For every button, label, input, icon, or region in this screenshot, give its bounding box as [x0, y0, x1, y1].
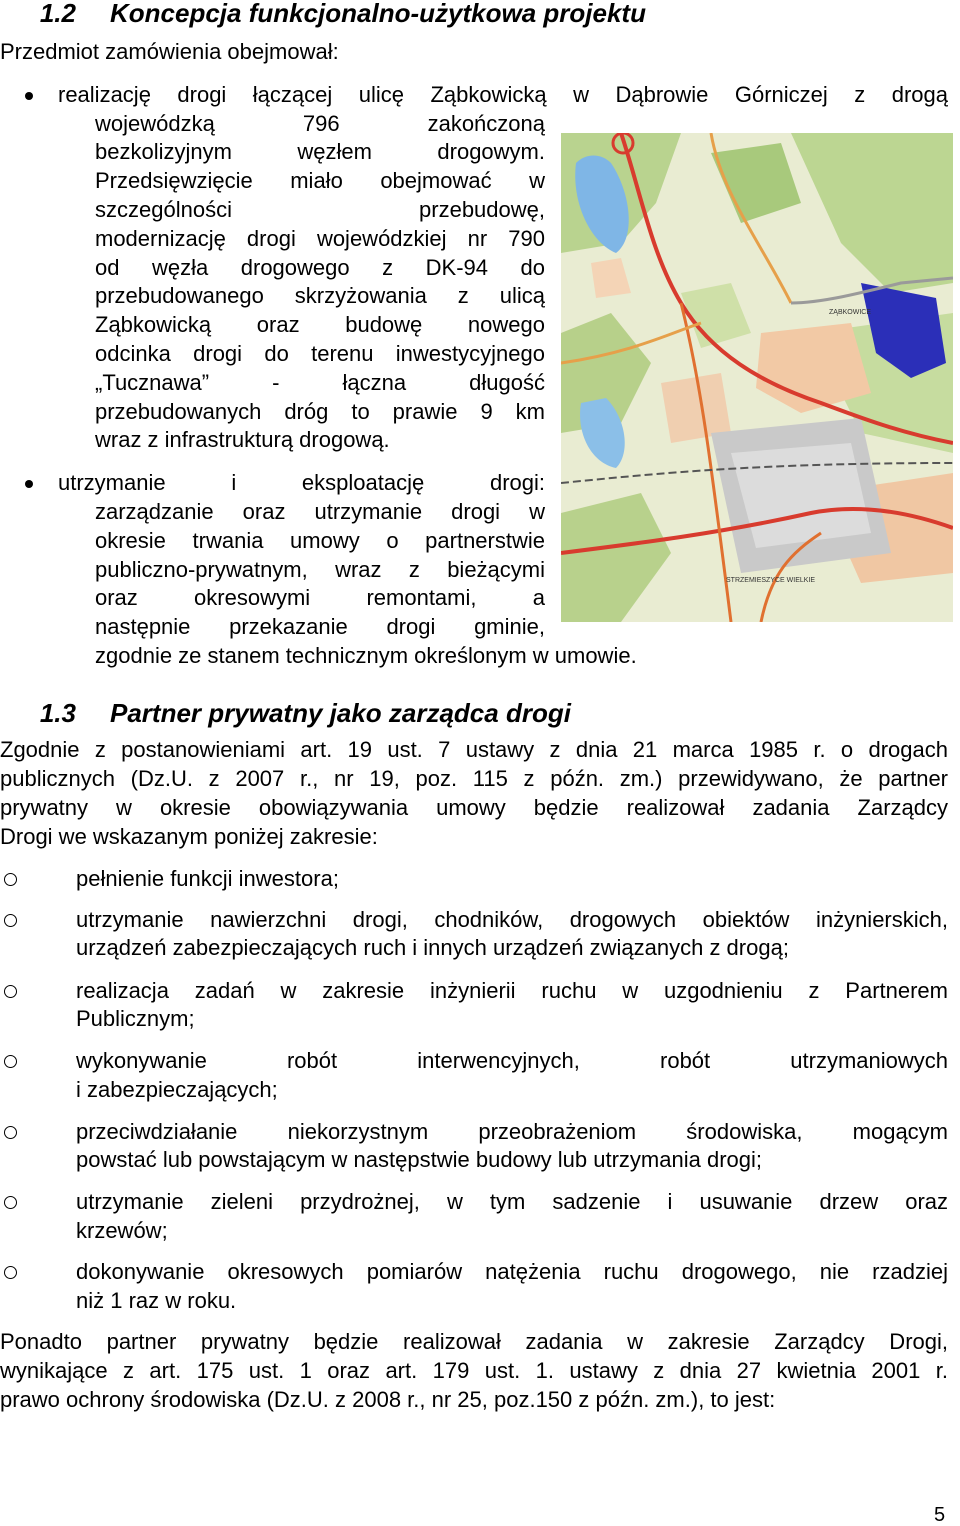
list-item-line: utrzymanie zieleni przydrożnej, w tym sadzenie i usuwanie drzew oraz — [76, 1189, 948, 1214]
list-item-line: i zabezpieczających; — [76, 1077, 278, 1102]
location-map — [561, 133, 953, 622]
bullet-marker — [25, 480, 33, 488]
bullet1-line: przebudowanego skrzyżowania z ulicą — [95, 283, 545, 308]
bullet1-line: wraz z infrastrukturą drogową. — [95, 427, 390, 452]
bullet1-line: realizację drogi łączącej ulicę Ząbkowicką w Dąbrowie Górniczej z drogą — [58, 82, 948, 107]
paragraph-line: Drogi we wskazanym poniżej zakresie: — [0, 824, 378, 849]
list-item-line: realizacja zadań w zakresie inżynierii ruchu w uzgodnieniu z Partnerem — [76, 978, 948, 1003]
bullet1-line: „Tucznawa” - łączna długość — [95, 370, 545, 395]
list-bullet — [4, 873, 17, 886]
list-bullet — [4, 914, 17, 927]
bullet1-line: przebudowanych dróg to prawie 9 km — [95, 399, 545, 424]
list-item-line: krzewów; — [76, 1218, 168, 1243]
bullet1-line: Ząbkowicką oraz budowę nowego — [95, 312, 545, 337]
closing-line: prawo ochrony środowiska (Dz.U. z 2008 r., nr 25, poz.150 z późn. zm.), to jest: — [0, 1387, 776, 1412]
list-bullet — [4, 1266, 17, 1279]
map-label: ZĄBKOWICE — [829, 309, 872, 316]
map-label: STRZEMIESZYCE WIELKIE — [726, 577, 816, 584]
page-number: 5 — [934, 1504, 946, 1526]
list-bullet — [4, 1196, 17, 1209]
bullet1-line: odcinka drogi do terenu inwestycyjnego — [95, 341, 545, 366]
bullet-marker — [25, 92, 33, 100]
bullet2-line: zgodnie ze stanem technicznym określonym w umowie. — [95, 643, 637, 668]
list-item-line: utrzymanie nawierzchni drogi, chodników, drogowych obiektów inżynierskich, — [76, 907, 948, 932]
bullet1-line: od węzła drogowego z DK-94 do — [95, 255, 545, 280]
section-title: Koncepcja funkcjonalno-użytkowa projektu — [110, 0, 646, 28]
list-item-line: niż 1 raz w roku. — [76, 1288, 237, 1313]
section-number: 1.2 — [39, 0, 76, 28]
bullet2-line: utrzymanie i eksploatację drogi: — [58, 470, 545, 495]
closing-line: Ponadto partner prywatny będzie realizował zadania w zakresie Zarządcy Drogi, — [0, 1329, 948, 1354]
bullet2-line: następnie przekazanie drogi gminie, — [95, 614, 545, 639]
list-item-line: dokonywanie okresowych pomiarów natężenia ruchu drogowego, nie rzadziej — [76, 1259, 948, 1284]
list-item-line: wykonywanie robót interwencyjnych, robót utrzymaniowych — [76, 1048, 948, 1073]
list-item-line: przeciwdziałanie niekorzystnym przeobrażeniom środowiska, mogącym — [76, 1119, 948, 1144]
list-item-line: powstać lub powstającym w następstwie budowy lub utrzymania drogi; — [76, 1147, 762, 1172]
bullet2-line: oraz okresowymi remontami, a — [95, 585, 545, 610]
list-bullet — [4, 985, 17, 998]
bullet2-line: okresie trwania umowy o partnerstwie — [95, 528, 545, 553]
bullet2-line: publiczno-prywatnym, wraz z bieżącymi — [95, 557, 545, 582]
bullet1-line: bezkolizyjnym węzłem drogowym. — [95, 139, 545, 164]
bullet1-line: modernizację drogi wojewódzkiej nr 790 — [95, 226, 545, 251]
closing-line: wynikające z art. 175 ust. 1 oraz art. 179 ust. 1. ustawy z dnia 27 kwietnia 2001 r. — [0, 1358, 948, 1383]
paragraph-line: publicznych (Dz.U. z 2007 r., nr 19, poz. 115 z późn. zm.) przewidywano, że partner — [0, 766, 948, 791]
list-item-line: Publicznym; — [76, 1006, 195, 1031]
bullet1-line: Przedsięwzięcie miało obejmować w — [95, 168, 545, 193]
bullet2-line: zarządzanie oraz utrzymanie drogi w — [95, 499, 545, 524]
list-bullet — [4, 1055, 17, 1068]
map-graphic — [561, 133, 953, 622]
bullet1-line: szczególności przebudowę, — [95, 197, 545, 222]
section-number: 1.3 — [39, 698, 76, 728]
section-heading-1-3 — [0, 698, 571, 728]
paragraph-line: Zgodnie z postanowieniami art. 19 ust. 7 ustawy z dnia 21 marca 1985 r. o drogach — [0, 737, 948, 762]
section-heading-1-2 — [0, 0, 646, 28]
list-bullet — [4, 1126, 17, 1139]
list-item-line: urządzeń zabezpieczających ruch i innych urządzeń związanych z drogą; — [76, 935, 789, 960]
intro-text: Przedmiot zamówienia obejmował: — [0, 39, 339, 64]
section-title: Partner prywatny jako zarządca drogi — [110, 698, 571, 728]
bullet1-line: wojewódzką 796 zakończoną — [95, 111, 545, 136]
list-item-line: pełnienie funkcji inwestora; — [76, 866, 339, 891]
paragraph-line: prywatny w okresie obowiązywania umowy będzie realizował zadania Zarządcy — [0, 795, 948, 820]
